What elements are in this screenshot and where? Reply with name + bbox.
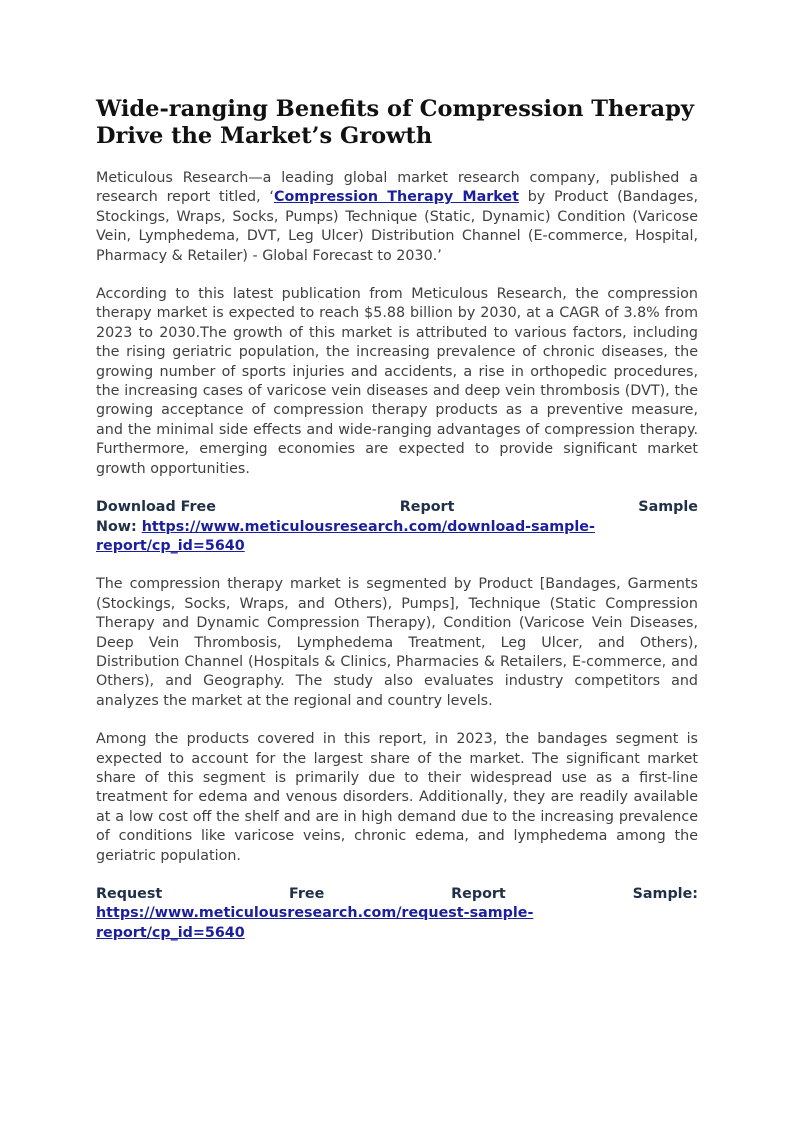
document-title [96,96,698,150]
request-cta-word-3: Report [451,886,506,902]
intro-text-before: Meticulous Research—a leading global market research company, published a research report titled, ‘ [96,170,698,206]
download-cta-row [96,498,698,517]
download-cta-now-label: Now: [96,518,142,535]
title-line-2: Drive the Market’s Growth [96,123,433,149]
download-cta-link-line [96,518,698,537]
request-sample-cta [96,885,698,943]
download-sample-link[interactable]: https://www.meticulousresearch.com/download-sample- [141,518,595,535]
intro-paragraph [96,169,698,266]
download-cta-word-1: Download Free [96,499,216,516]
download-cta-word-2: Report [399,499,455,516]
intro-text-after: by Product (Bandages, Stockings, Wraps, Socks, Pumps) Technique (Static, Dynamic) Condition (Varicose Vein, Lymphedema, DVT, Leg Ulcer) Distribution Channel (E-commerce, Hospital, Pharmacy & Retailer) - Global Forecast to 2030.’ [96,189,698,264]
segmentation-paragraph: The compression therapy market is segmented by Product [Bandages, Garments (Stockings, Socks, Wraps, and Others), Pumps], Technique (Static Compression Therapy and Dynamic Compression Therapy), Condition (Varicose Vein Diseases, Deep Vein Thrombosis, Lymphedema Treatment, Leg Ulcer, and Others), Distribution Channel (Hospitals & Clinics, Pharmacies & Retailers, E-commerce, and Others), and Geography. The study also evaluates industry competitors and analyzes the market at the regional and country levels. [96,576,698,709]
download-cta-link-line-2 [96,537,698,556]
download-sample-link-cont[interactable]: report/cp_id=5640 [96,537,245,554]
request-sample-link[interactable]: https://www.meticulousresearch.com/request-sample- [96,905,534,922]
request-cta-word-4: Sample: [632,886,698,902]
request-cta-row [96,885,698,904]
request-cta-link-line-2 [96,924,698,943]
request-cta-word-2: Free [289,886,325,902]
products-paragraph: Among the products covered in this report, in 2023, the bandages segment is expected to account for the largest share of the market. The significant market share of this segment is primarily due to their widespread use as a first-line treatment for edema and venous disorders. Additionally, they are readily available at a low cost off the shelf and are in high demand due to the increasing prevalence of conditions like varicose veins, chronic edema, and lymphedema among the geriatric population. [96,731,698,864]
forecast-paragraph: According to this latest publication from Meticulous Research, the compression therapy market is expected to reach $5.88 billion by 2030, at a CAGR of 3.8% from 2023 to 2030.The growth of this market is attributed to various factors, including the rising geriatric population, the increasing prevalence of chronic diseases, the growing number of sports injuries and accidents, a rise in orthopedic procedures, the increasing cases of varicose vein diseases and deep vein thrombosis (DVT), the growing acceptance of compression therapy products as a preventive measure, and the minimal side effects and wide-ranging advantages of compression therapy. Furthermore, emerging economies are expected to provide significant market growth opportunities. [96,286,698,477]
download-sample-cta [96,498,698,556]
request-sample-link-cont[interactable]: report/cp_id=5640 [96,924,245,941]
compression-therapy-market-link[interactable]: Compression Therapy Market [273,189,519,206]
request-cta-word-1: Request [96,886,163,902]
download-cta-word-3: Sample [638,499,698,516]
request-cta-link-line [96,904,698,923]
document-page [96,96,698,962]
title-line-1: Wide-ranging Benefits of Compression Therapy [96,96,694,122]
